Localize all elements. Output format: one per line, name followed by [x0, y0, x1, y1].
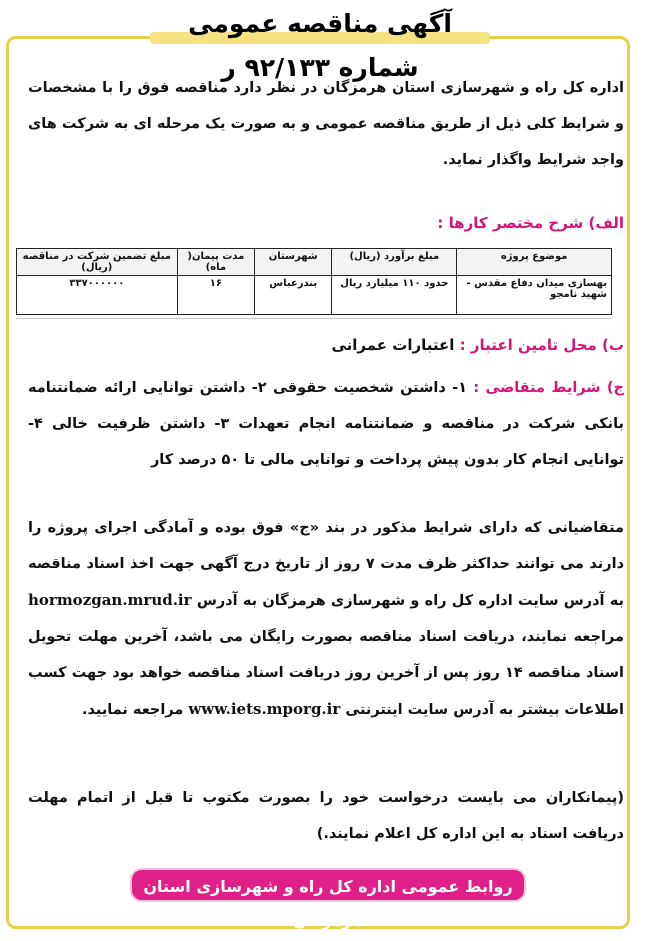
section-c-label: ج) شرایط متقاضی : [473, 380, 624, 396]
body-text-2: مراجعه نمایند، دریافت اسناد مناقصه بصورت رایگان می باشد، آخرین مهلت تحویل اسناد مناقصه ۱۴ روز پس از آخرین روز دریافت اسناد مناقصه خواهد بود جهت کسب اطلاعات بیشتر به آدرس سایت اینترنتی [28, 629, 625, 718]
col-project: موضوع پروژه [457, 249, 612, 276]
body-text-1: متقاضیانی که دارای شرایط مذکور در بند «ج» فوق بوده و آمادگی اجرای پروژه را دارند می توانند حداکثر ظرف مدت ۷ روز از تاریخ درج آگهی جهت اخذ اسناد مناقصه به آدرس سایت اداره کل راه و شهرسازی هرمزگان به آدرس [28, 520, 625, 609]
col-estimate: مبلغ برآورد (ریال) [332, 249, 457, 276]
divider [16, 318, 612, 319]
site-link-2[interactable]: www.iets.mporg.ir [188, 700, 341, 718]
table-header-row [17, 249, 612, 276]
footer-banner: روابط عمومی اداره کل راه و شهرسازی استان هرمزگان [130, 868, 526, 902]
section-c-text: ۱- داشتن شخصیت حقوقی ۲- داشتن توانایی ارائه ضمانتنامه بانکی شرکت در مناقصه و ضمانتنامه انجام تعهدات ۳- داشتن ظرفیت خالی ۴- توانایی انجام کار بدون پیش پرداخت و توانایی مالی تا ۵۰ درصد کار [28, 380, 624, 468]
body-text-3: مراجعه نمایید. [82, 702, 184, 718]
page-title: آگهی مناقصه عمومی شماره ۹۲/۱۳۳ ر [188, 9, 452, 82]
cell-project: بهسازی میدان دفاع مقدس - شهید نامجو [457, 276, 612, 315]
col-duration: مدت پیمان( ماه) [177, 249, 254, 276]
col-guarantee: مبلغ تضمین شرکت در مناقصه (ریال) [17, 249, 178, 276]
cell-estimate: حدود ۱۱۰ میلیارد ریال [332, 276, 457, 315]
cell-guarantee: ۳۳۷۰۰۰۰۰۰ [17, 276, 178, 315]
site-link-1[interactable]: hormozgan.mrud.ir [28, 591, 192, 609]
table-row [17, 276, 612, 315]
section-a-title: الف) شرح مختصر کارها : [437, 214, 624, 232]
cell-city: بندرعباس [255, 276, 332, 315]
note-paragraph: (پیمانکاران می بایست درخواست خود را بصورت مکتوب تا قبل از اتمام مهلت دریافت اسناد به این اداره کل اعلام نمایند.) [28, 790, 624, 842]
section-b-value: اعتبارات عمرانی [331, 336, 455, 354]
col-city: شهرستان [255, 249, 332, 276]
cell-duration: ۱۶ [177, 276, 254, 315]
intro-paragraph: اداره کل راه و شهرسازی استان هرمزگان در نظر دارد مناقصه فوق را با مشخصات و شرایط کلی ذیل از طریق مناقصه عمومی و به صورت یک مرحله ای به شرکت های واجد شرایط واگذار نماید. [28, 80, 624, 168]
section-b-label: ب) محل تامین اعتبار : [459, 336, 624, 354]
body-paragraph [28, 510, 624, 728]
works-table [16, 248, 612, 315]
notice-header [150, 2, 490, 82]
section-c [28, 370, 624, 478]
section-b [331, 336, 624, 354]
